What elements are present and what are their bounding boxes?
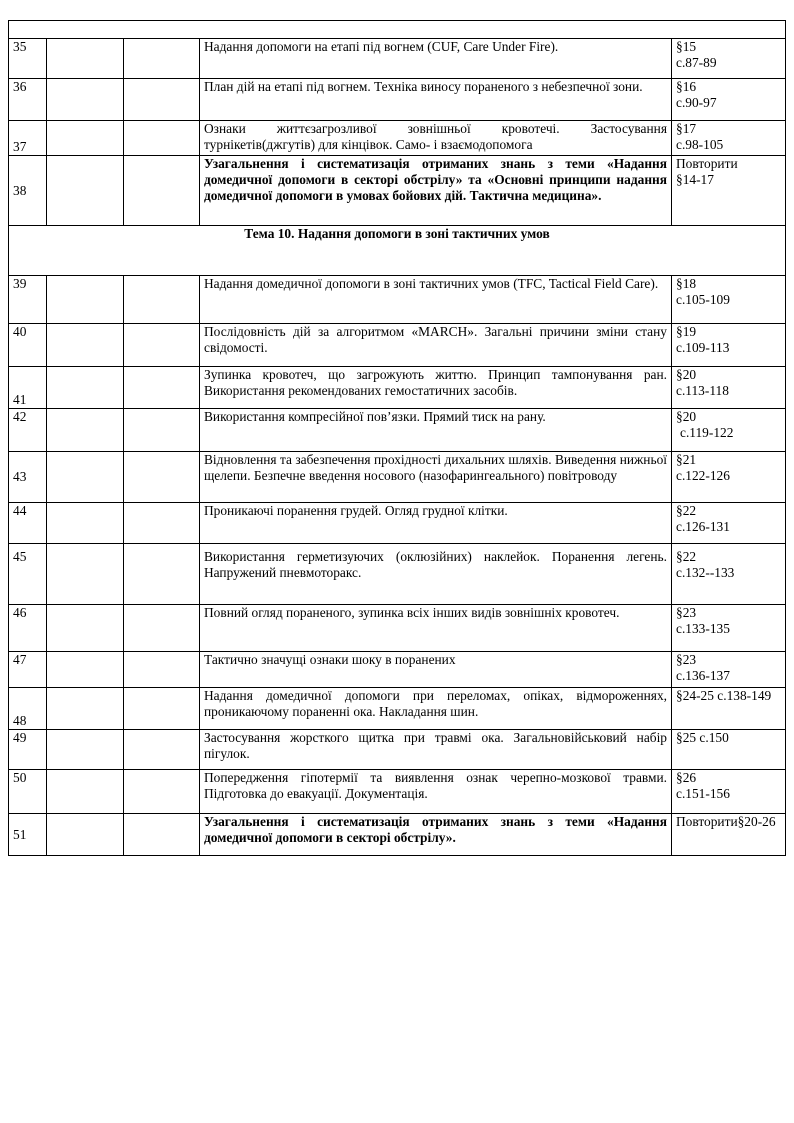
lesson-number: 46 <box>9 605 47 652</box>
date-cell <box>124 324 200 367</box>
table-row <box>9 503 786 544</box>
reference-paragraph: §24-25 с.138-149 <box>676 688 772 703</box>
lesson-reference <box>672 652 786 688</box>
date-cell <box>124 367 200 409</box>
date-cell <box>124 39 200 79</box>
table-row <box>9 276 786 324</box>
reference-pages: с.126-131 <box>676 519 730 534</box>
table-row <box>9 121 786 156</box>
table-row <box>9 544 786 605</box>
date-cell <box>124 688 200 730</box>
lesson-number: 51 <box>9 814 47 856</box>
lesson-topic: План дій на етапі під вогнем. Техніка виносу пораненого з небезпечної зони. <box>200 79 672 121</box>
date-cell <box>124 276 200 324</box>
date-cell <box>124 121 200 156</box>
reference-pages: с.119-122 <box>680 425 734 440</box>
lesson-reference <box>672 324 786 367</box>
date-cell <box>47 79 124 121</box>
lesson-number: 37 <box>9 121 47 156</box>
lesson-reference <box>672 39 786 79</box>
date-cell <box>124 814 200 856</box>
date-cell <box>47 544 124 605</box>
reference-pages: с.87-89 <box>676 55 717 70</box>
date-cell <box>47 324 124 367</box>
lesson-reference <box>672 156 786 226</box>
lesson-topic: Зупинка кровотеч, що загрожують життю. Принцип тампонування ран. Використання рекомендованих гемостатичних засобів. <box>200 367 672 409</box>
reference-paragraph: §21 <box>676 452 697 467</box>
lesson-topic: Надання домедичної допомоги при переломах, опіках, відмороженнях, проникаючому пораненні ока. Накладання шин. <box>200 688 672 730</box>
reference-paragraph: §16 <box>676 79 697 94</box>
reference-pages: с.98-105 <box>676 137 724 152</box>
date-cell <box>124 544 200 605</box>
lesson-number: 38 <box>9 156 47 226</box>
lesson-number: 43 <box>9 452 47 503</box>
lesson-reference <box>672 503 786 544</box>
table-row <box>9 652 786 688</box>
lesson-topic: Попередження гіпотермії та виявлення ознак черепно-мозкової травми. Підготовка до евакуації. Документація. <box>200 770 672 814</box>
lesson-topic: Узагальнення і систематизація отриманих знань з теми «Надання домедичної допомоги в секторі обстрілу». <box>200 814 672 856</box>
reference-paragraph: Повторити§20-26 <box>676 814 776 829</box>
lesson-topic: Тактично значущі ознаки шоку в поранених <box>200 652 672 688</box>
date-cell <box>47 39 124 79</box>
lesson-topic: Послідовність дій за алгоритмом «MARCH». Загальні причини зміни стану свідомості. <box>200 324 672 367</box>
lesson-topic: Узагальнення і систематизація отриманих знань з теми «Надання домедичної допомоги в секторі обстрілу» та «Основні принципи надання домедичної допомоги в умовах бойових дій. Тактична медицина». <box>200 156 672 226</box>
reference-paragraph: §18 <box>676 276 697 291</box>
date-cell <box>124 409 200 452</box>
date-cell <box>124 652 200 688</box>
reference-paragraph: §23 <box>676 652 697 667</box>
lesson-reference <box>672 730 786 770</box>
lesson-reference <box>672 276 786 324</box>
lesson-number: 35 <box>9 39 47 79</box>
date-cell <box>124 452 200 503</box>
lesson-reference <box>672 121 786 156</box>
lesson-topic: Ознаки життєзагрозливої зовнішньої кровотечі. Застосування турнікетів(джгутів) для кінцівок. Само- і взаємодопомога <box>200 121 672 156</box>
table-row <box>9 367 786 409</box>
lesson-number: 45 <box>9 544 47 605</box>
section-heading: Тема 10. Надання допомоги в зоні тактичних умов <box>9 226 786 276</box>
table-row <box>9 226 786 276</box>
lesson-number: 36 <box>9 79 47 121</box>
date-cell <box>47 156 124 226</box>
lesson-reference <box>672 367 786 409</box>
table-row <box>9 39 786 79</box>
reference-pages: с.151-156 <box>676 786 730 801</box>
date-cell <box>47 409 124 452</box>
date-cell <box>124 770 200 814</box>
reference-pages: с.90-97 <box>676 95 717 110</box>
lesson-topic: Використання компресійної пов’язки. Прямий тиск на рану. <box>200 409 672 452</box>
lesson-number: 44 <box>9 503 47 544</box>
reference-paragraph: §22 <box>676 549 697 564</box>
date-cell <box>124 503 200 544</box>
lesson-number: 48 <box>9 688 47 730</box>
date-cell <box>47 452 124 503</box>
reference-paragraph: §23 <box>676 605 697 620</box>
lesson-topic: Застосування жорсткого щитка при травмі ока. Загальновійськовий набір пігулок. <box>200 730 672 770</box>
reference-pages: с.133-135 <box>676 621 730 636</box>
reference-pages: с.136-137 <box>676 668 730 683</box>
reference-pages: с.105-109 <box>676 292 730 307</box>
table-row <box>9 814 786 856</box>
table-row <box>9 730 786 770</box>
date-cell <box>47 814 124 856</box>
lesson-topic: Використання герметизуючих (оклюзійних) наклейок. Поранення легень. Напружений пневмоторакс. <box>200 544 672 605</box>
reference-paragraph: §20 <box>676 367 697 382</box>
table-row <box>9 156 786 226</box>
lesson-reference <box>672 605 786 652</box>
reference-paragraph: §26 <box>676 770 697 785</box>
lesson-reference <box>672 409 786 452</box>
lesson-reference <box>672 770 786 814</box>
date-cell <box>47 730 124 770</box>
lesson-reference <box>672 452 786 503</box>
lesson-reference <box>672 688 786 730</box>
date-cell <box>47 121 124 156</box>
lesson-topic: Відновлення та забезпечення прохідності дихальних шляхів. Виведення нижньої щелепи. Безпечне введення носового (назофарингеального) повітроводу <box>200 452 672 503</box>
date-cell <box>124 79 200 121</box>
date-cell <box>124 156 200 226</box>
table-row <box>9 324 786 367</box>
date-cell <box>47 367 124 409</box>
lesson-number: 40 <box>9 324 47 367</box>
lesson-reference <box>672 814 786 856</box>
date-cell <box>124 730 200 770</box>
reference-paragraph: §25 с.150 <box>676 730 729 745</box>
reference-paragraph: §15 <box>676 39 697 54</box>
reference-pages: с.113-118 <box>676 383 729 398</box>
lesson-reference <box>672 79 786 121</box>
lesson-number: 41 <box>9 367 47 409</box>
reference-pages: §14-17 <box>676 172 714 187</box>
table-row <box>9 409 786 452</box>
reference-paragraph: §19 <box>676 324 697 339</box>
lesson-number: 39 <box>9 276 47 324</box>
table-row <box>9 605 786 652</box>
reference-paragraph: §17 <box>676 121 697 136</box>
table-row <box>9 770 786 814</box>
lesson-number: 42 <box>9 409 47 452</box>
reference-pages: с.132--133 <box>676 565 735 580</box>
reference-pages: с.109-113 <box>676 340 730 355</box>
table-row <box>9 452 786 503</box>
lesson-number: 49 <box>9 730 47 770</box>
reference-paragraph: Повторити <box>676 156 738 171</box>
date-cell <box>124 605 200 652</box>
reference-paragraph: §22 <box>676 503 697 518</box>
reference-paragraph: §20 <box>676 409 697 424</box>
table-row <box>9 688 786 730</box>
lesson-topic: Проникаючі поранення грудей. Огляд грудної клітки. <box>200 503 672 544</box>
table-row <box>9 21 786 39</box>
date-cell <box>47 276 124 324</box>
date-cell <box>47 652 124 688</box>
reference-pages: с.122-126 <box>676 468 730 483</box>
lesson-plan-table <box>8 20 786 856</box>
lesson-topic: Повний огляд пораненого, зупинка всіх інших видів зовнішніх кровотеч. <box>200 605 672 652</box>
lesson-reference <box>672 544 786 605</box>
date-cell <box>47 503 124 544</box>
date-cell <box>47 770 124 814</box>
lesson-topic: Надання домедичної допомоги в зоні тактичних умов (TFC, Tactical Field Care). <box>200 276 672 324</box>
date-cell <box>47 605 124 652</box>
lesson-number: 47 <box>9 652 47 688</box>
date-cell <box>47 688 124 730</box>
lesson-topic: Надання допомоги на етапі під вогнем (CUF, Care Under Fire). <box>200 39 672 79</box>
table-row <box>9 79 786 121</box>
lesson-number: 50 <box>9 770 47 814</box>
